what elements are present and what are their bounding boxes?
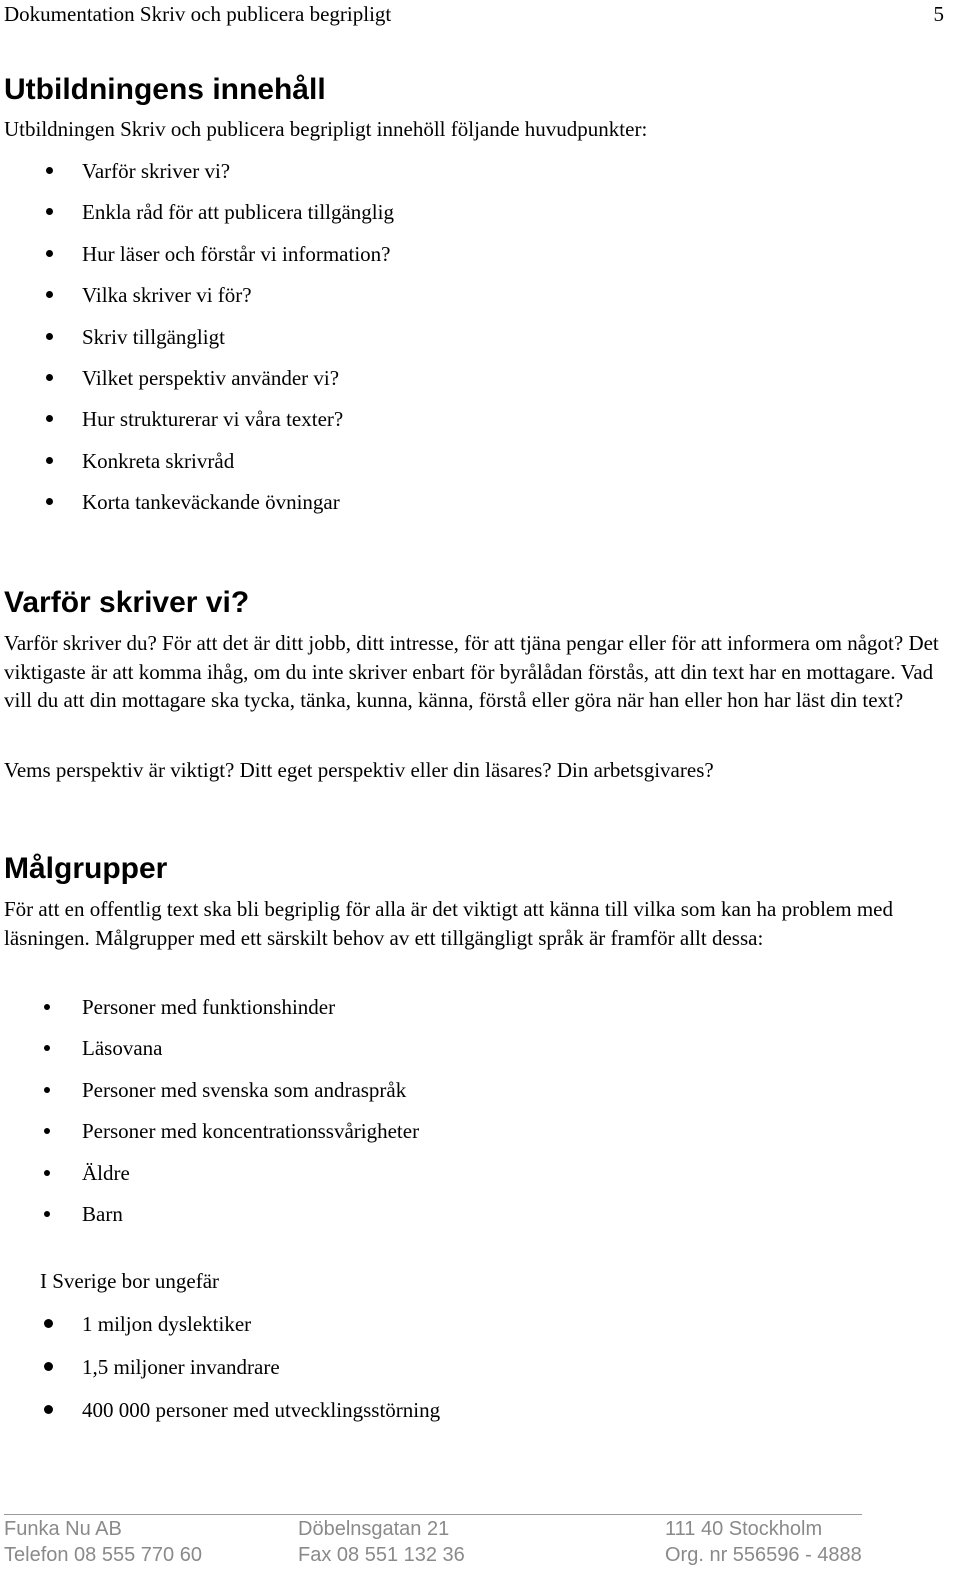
list-item: Konkreta skrivråd (4, 447, 394, 488)
list-item: Läsovana (4, 1034, 419, 1075)
footer-org-number: Org. nr 556596 - 4888 (665, 1544, 862, 1566)
bullet-icon (46, 333, 53, 340)
bullet-icon (46, 457, 53, 464)
bullet-icon (44, 1045, 50, 1051)
list-item: 400 000 personer med utvecklingsstörning (4, 1396, 440, 1439)
page-footer (4, 1517, 904, 1569)
intro-paragraph: Utbildningen Skriv och publicera begripligt innehöll följande huvudpunkter: (4, 117, 648, 141)
bullet-icon (44, 1004, 50, 1010)
list-item: Personer med funktionshinder (4, 993, 419, 1034)
page-number: 5 (933, 2, 944, 26)
footer-phone: Telefon 08 555 770 60 (4, 1544, 202, 1566)
bullet-icon (44, 1405, 53, 1414)
list-item: Hur läser och förstår vi information? (4, 240, 394, 281)
list-item: Enkla råd för att publicera tillgänglig (4, 198, 394, 239)
target-groups-list (4, 993, 419, 1241)
footer-fax: Fax 08 551 132 36 (298, 1544, 465, 1566)
heading-utbildningens-innehall: Utbildningens innehåll (4, 73, 326, 106)
list-item: 1,5 miljoner invandrare (4, 1353, 440, 1396)
sverige-intro: I Sverige bor ungefär (40, 1269, 220, 1293)
list-item: Hur strukturerar vi våra texter? (4, 405, 394, 446)
bullet-icon (46, 208, 53, 215)
document-title: Dokumentation Skriv och publicera begripligt (4, 2, 392, 26)
page-header (4, 0, 944, 30)
why-paragraph: Varför skriver du? För att det är ditt jobb, ditt intresse, för att tjäna pengar eller för att informera om något? Det viktigaste är att komma ihåg, om du inte skriver enbart för byrålådan förstås, att din text har en mottagare. Vad vill du att din mottagare ska tycka, tänka, kunna, känna, förstå eller göra när han eller hon har läst din text? (4, 631, 939, 712)
footer-company: Funka Nu AB (4, 1518, 122, 1540)
heading-varfor-skriver-vi: Varför skriver vi? (4, 586, 250, 619)
list-item: Skriv tillgängligt (4, 323, 394, 364)
bullet-icon (46, 167, 53, 174)
bullet-icon (46, 415, 53, 422)
bullet-icon (46, 374, 53, 381)
list-item: Vilket perspektiv använder vi? (4, 364, 394, 405)
bullet-icon (44, 1170, 50, 1176)
list-item: 1 miljon dyslektiker (4, 1310, 440, 1353)
footer-row (4, 1543, 904, 1569)
heading-malgrupper: Målgrupper (4, 852, 168, 885)
bullet-icon (44, 1087, 50, 1093)
footer-street: Döbelnsgatan 21 (298, 1518, 450, 1540)
statistics-list (4, 1310, 440, 1439)
target-groups-paragraph: För att en offentlig text ska bli begriplig för alla är det viktigt att känna till vilka som kan ha problem med läsningen. Målgrupper med ett särskilt behov av ett tillgängligt språk är framför allt dessa: (4, 897, 893, 950)
list-item: Vilka skriver vi för? (4, 281, 394, 322)
list-item: Äldre (4, 1159, 419, 1200)
list-item: Personer med koncentrationssvårigheter (4, 1117, 419, 1158)
list-item: Personer med svenska som andraspråk (4, 1076, 419, 1117)
bullet-icon (44, 1362, 53, 1371)
footer-city: 111 40 Stockholm (665, 1518, 823, 1540)
bullet-icon (44, 1319, 53, 1328)
footer-row (4, 1517, 904, 1543)
list-item: Korta tankeväckande övningar (4, 488, 394, 529)
bullet-icon (46, 498, 53, 505)
bullet-icon (44, 1211, 50, 1217)
list-item: Barn (4, 1200, 419, 1241)
bullet-icon (44, 1128, 50, 1134)
perspective-paragraph: Vems perspektiv är viktigt? Ditt eget perspektiv eller din läsares? Din arbetsgivares? (4, 758, 714, 782)
content-list (4, 157, 394, 530)
bullet-icon (46, 250, 53, 257)
list-item: Varför skriver vi? (4, 157, 394, 198)
bullet-icon (46, 291, 53, 298)
footer-divider (4, 1514, 862, 1515)
